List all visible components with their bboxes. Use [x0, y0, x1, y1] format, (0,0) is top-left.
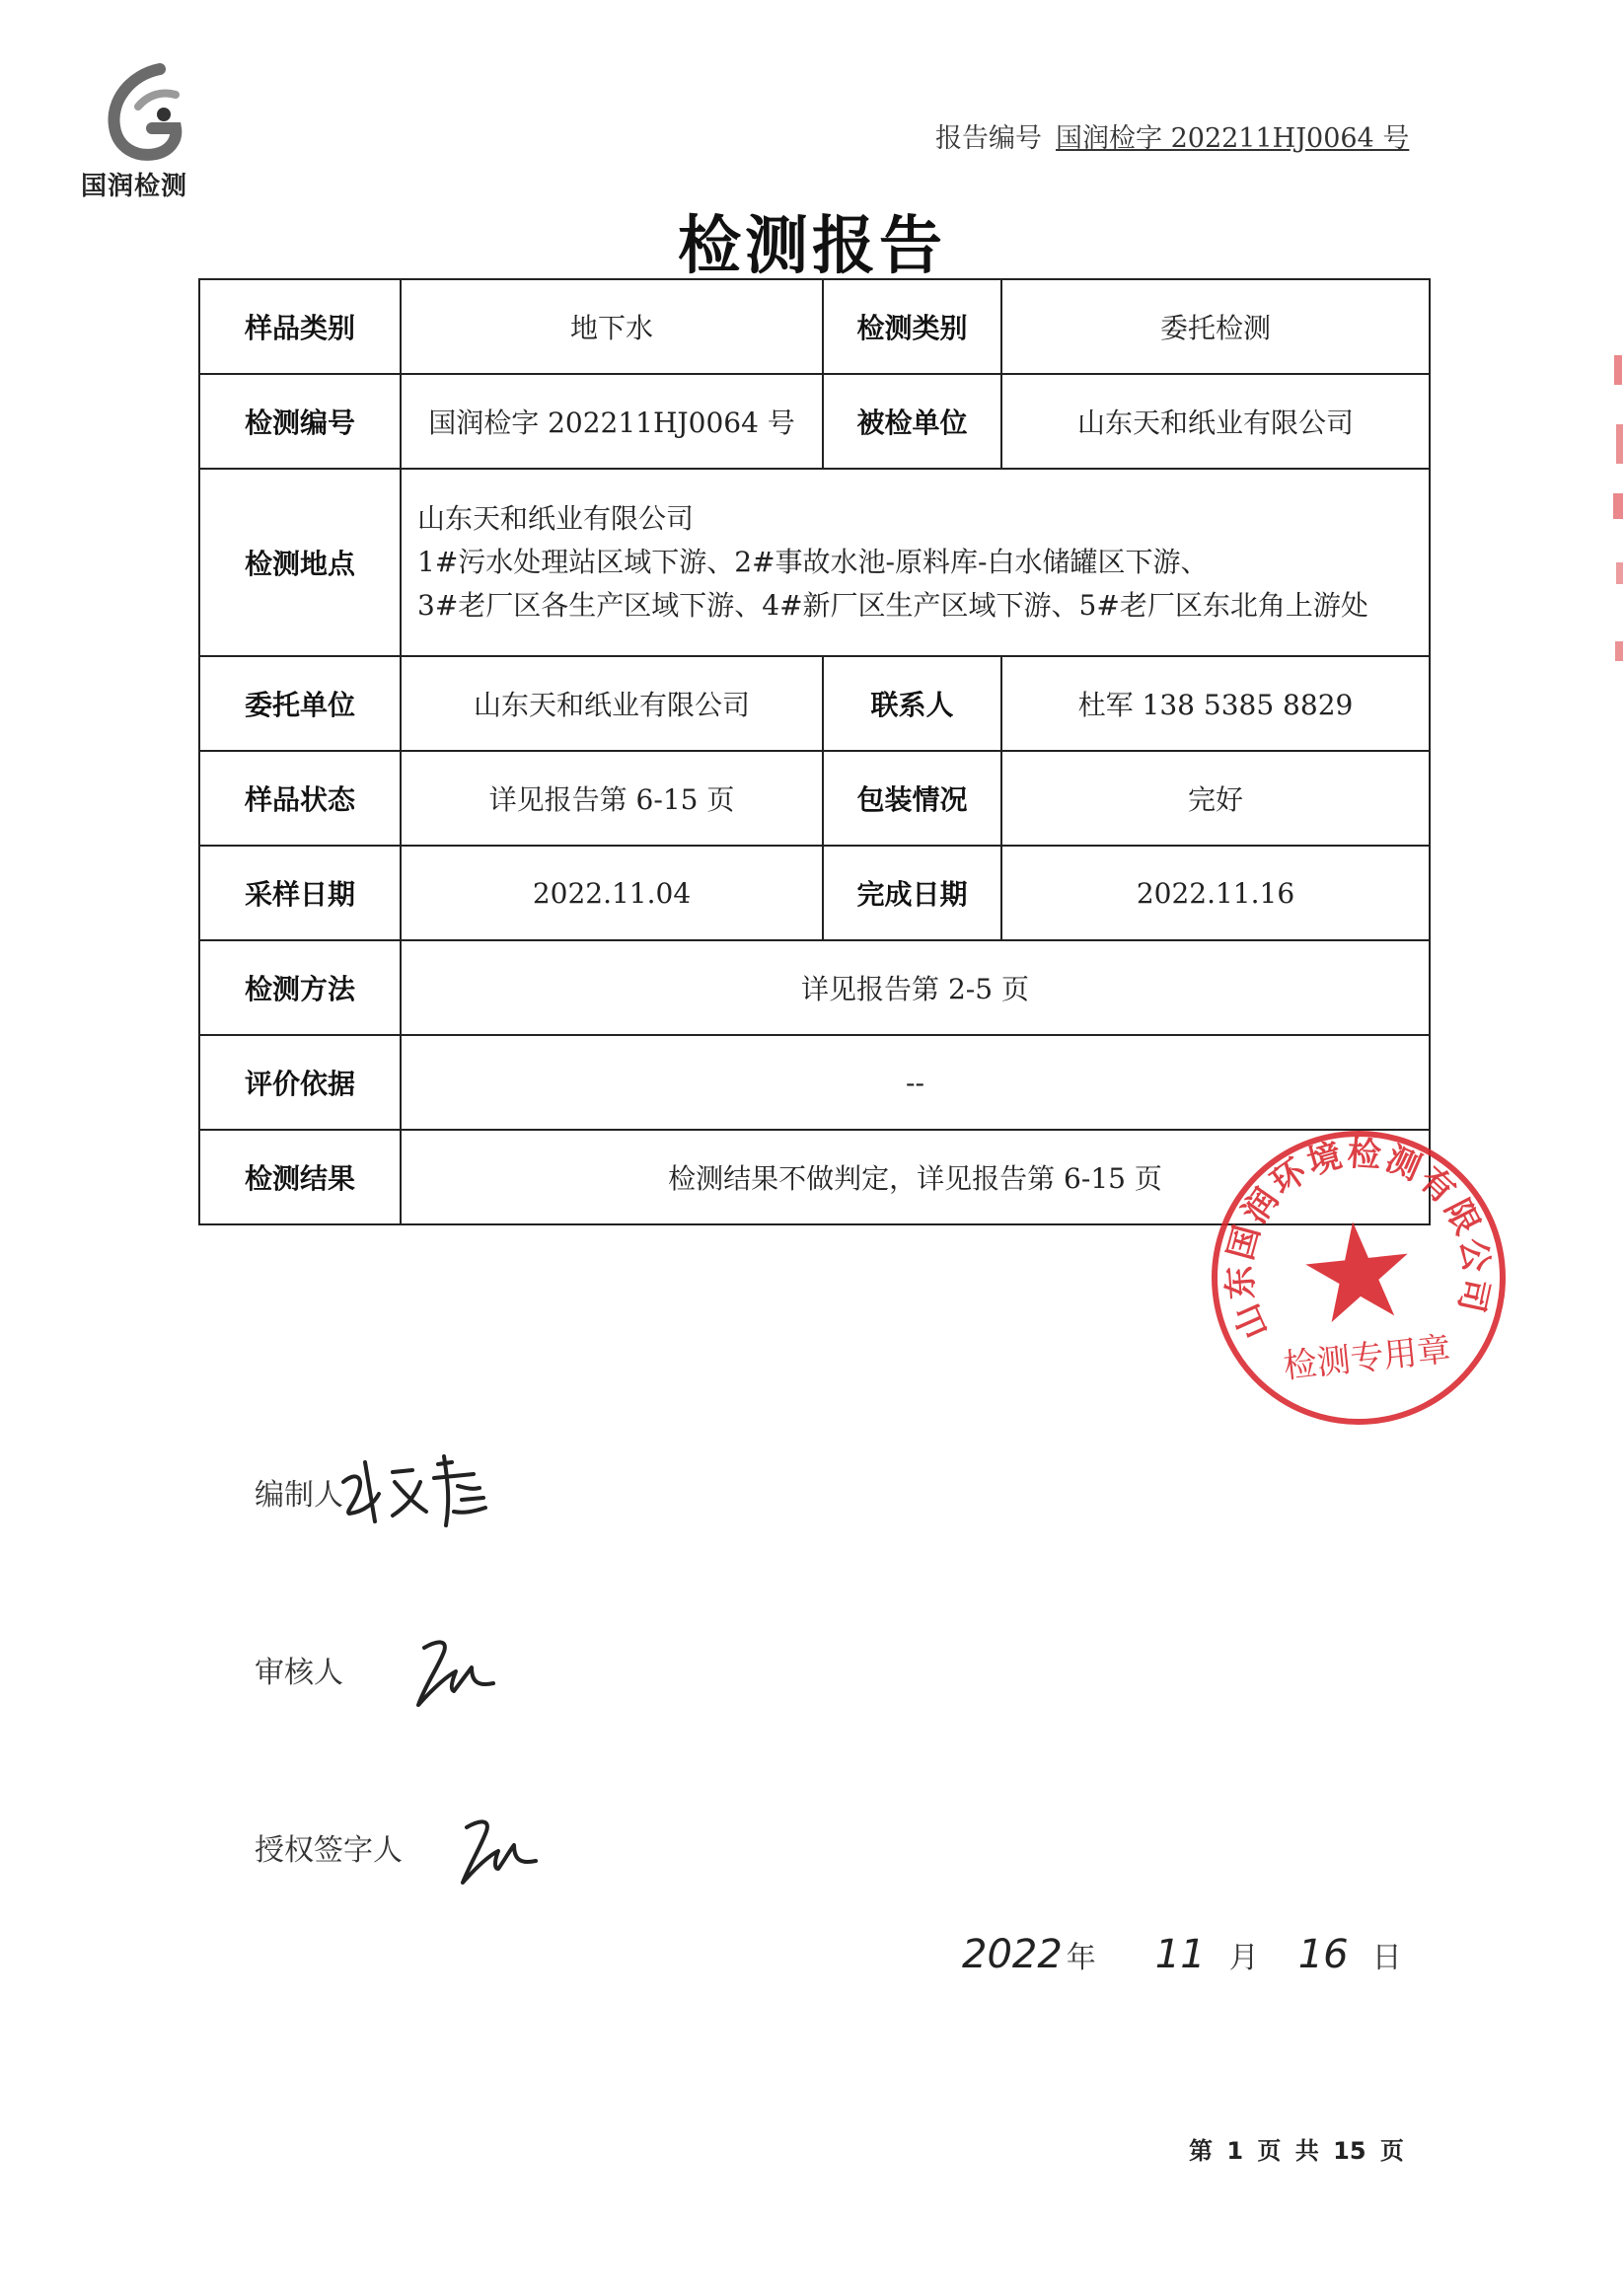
reviewer-signature — [405, 1618, 503, 1721]
sample-type-value: 地下水 — [401, 279, 823, 374]
table-row — [199, 846, 1430, 940]
edge-seal-marks — [1610, 355, 1624, 671]
packaging-label: 包装情况 — [823, 751, 1001, 846]
basis-value: -- — [401, 1035, 1430, 1130]
inspected-unit-value: 山东天和纸业有限公司 — [1001, 374, 1430, 469]
sampling-date-value: 2022.11.04 — [401, 846, 823, 940]
test-no-label: 检测编号 — [199, 374, 401, 469]
location-value — [401, 469, 1430, 656]
packaging-value: 完好 — [1001, 751, 1430, 846]
handwritten-signature-icon — [449, 1794, 548, 1892]
official-seal — [1206, 1125, 1512, 1431]
location-line: 3#老厂区各生产区域下游、4#新厂区生产区域下游、5#老厂区东北角上游处 — [417, 589, 1368, 622]
method-label: 检测方法 — [199, 940, 401, 1035]
report-info-table — [198, 278, 1431, 1225]
client-label: 委托单位 — [199, 656, 401, 751]
table-row — [199, 279, 1430, 374]
date-day: 16 — [1297, 1932, 1349, 1977]
date-year-unit: 年 — [1066, 1941, 1096, 1975]
logo-text: 国润检测 — [81, 172, 188, 201]
location-line: 山东天和纸业有限公司 — [417, 502, 695, 535]
table-row — [199, 1035, 1430, 1130]
basis-label: 评价依据 — [199, 1035, 401, 1130]
date-day-unit: 日 — [1371, 1941, 1402, 1975]
test-type-label: 检测类别 — [823, 279, 1001, 374]
method-value: 详见报告第 2-5 页 — [401, 940, 1430, 1035]
client-value: 山东天和纸业有限公司 — [401, 656, 823, 751]
location-label: 检测地点 — [199, 469, 401, 656]
approver-label: 授权签字人 — [255, 1833, 403, 1868]
logo-mark-icon — [91, 61, 199, 165]
report-number — [935, 116, 1409, 155]
sample-type-label: 样品类别 — [199, 279, 401, 374]
completion-date-value: 2022.11.16 — [1001, 846, 1430, 940]
result-value: 检测结果不做判定，详见报告第 6-15 页 — [401, 1130, 1430, 1224]
seal-icon — [1206, 1125, 1512, 1431]
table-row — [199, 751, 1430, 846]
page-number: 第 1 页 共 15 页 — [1189, 2137, 1404, 2165]
sample-state-label: 样品状态 — [199, 751, 401, 846]
company-logo — [81, 61, 209, 209]
date-year: 2022 — [962, 1932, 1063, 1977]
reviewer-label: 审核人 — [255, 1656, 343, 1690]
compiler-signature — [335, 1443, 493, 1535]
contact-label: 联系人 — [823, 656, 1001, 751]
seal-center-text: 检测专用章 — [1281, 1329, 1453, 1387]
handwritten-signature-icon — [405, 1618, 503, 1717]
table-row — [199, 469, 1430, 656]
test-type-value: 委托检测 — [1001, 279, 1430, 374]
compiler-label: 编制人 — [255, 1478, 343, 1513]
inspected-unit-label: 被检单位 — [823, 374, 1001, 469]
sampling-date-label: 采样日期 — [199, 846, 401, 940]
seal-ring-text: 山东国润环境检测有限公司 — [1219, 1134, 1497, 1345]
result-label: 检测结果 — [199, 1130, 401, 1224]
approver-signature — [449, 1794, 548, 1896]
table-row — [199, 940, 1430, 1035]
seal-fragment-icon — [1610, 355, 1624, 671]
sign-date — [962, 1932, 1402, 1977]
handwritten-signature-icon — [335, 1443, 493, 1531]
completion-date-label: 完成日期 — [823, 846, 1001, 940]
table-row — [199, 374, 1430, 469]
date-month: 11 — [1154, 1932, 1206, 1977]
location-line: 1#污水处理站区域下游、2#事故水池-原料库-白水储罐区下游、 — [417, 546, 1209, 578]
report-number-value: 国润检字 202211HJ0064 号 — [1056, 123, 1410, 154]
test-no-value: 国润检字 202211HJ0064 号 — [401, 374, 823, 469]
page-title: 检测报告 — [678, 210, 946, 283]
table-row — [199, 656, 1430, 751]
report-number-label: 报告编号 — [935, 123, 1042, 154]
date-month-unit: 月 — [1228, 1941, 1259, 1975]
contact-value: 杜军 138 5385 8829 — [1001, 656, 1430, 751]
sample-state-value: 详见报告第 6-15 页 — [401, 751, 823, 846]
